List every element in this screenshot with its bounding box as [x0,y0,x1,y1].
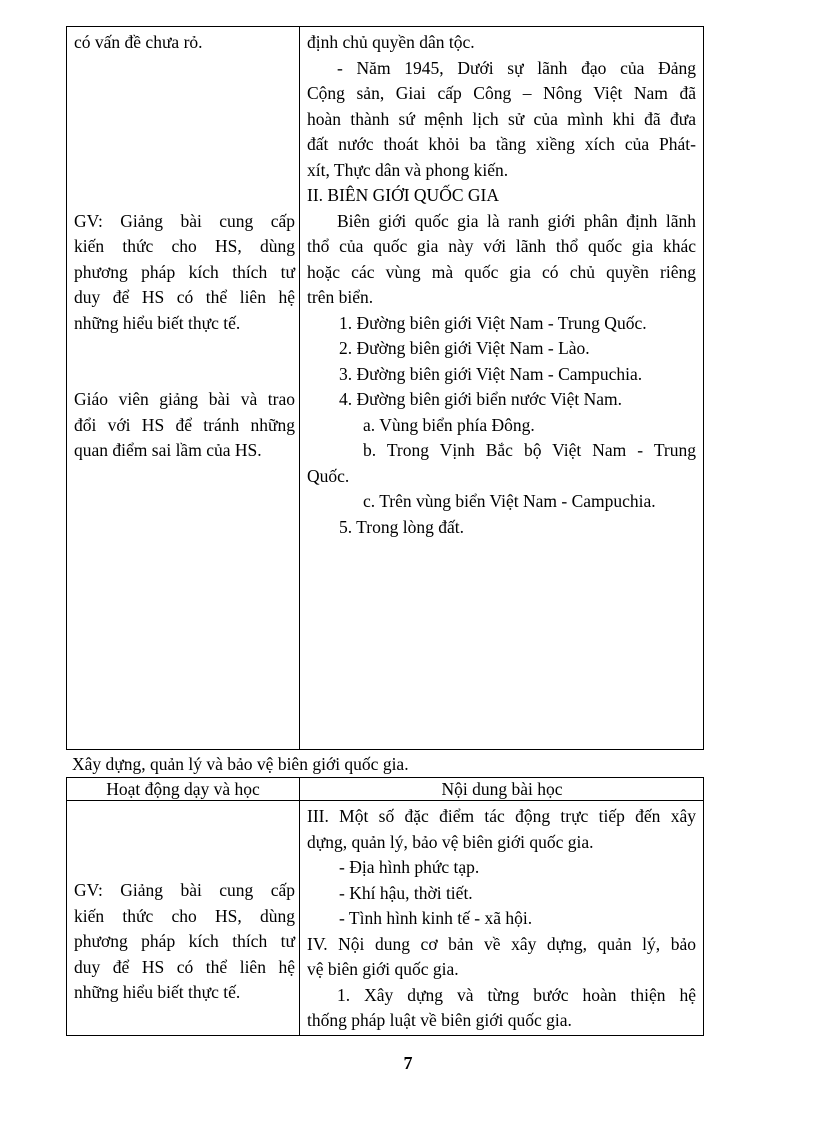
section-3-line: dựng, quản lý, bảo vệ biên giới quốc gia. [307,831,594,852]
sea-sub-item: b. Trong Vịnh Bắc bộ Việt Nam - Trung [363,440,696,460]
teacher-note-line: Giáo viên giảng bài và trao [74,389,295,409]
gv-note-line: kiến thức cho HS, dùng [74,905,295,926]
lesson-table-1 [66,26,704,750]
border-list-item: 5. Trong lòng đất. [339,516,464,537]
gv-note-line: duy để HS có thể liên hệ [74,956,295,977]
table-2-left-column [74,878,295,1006]
header-activities: Hoạt động dạy và học [106,779,260,799]
table-1-right-column [307,30,696,540]
definition-line: hoặc các vùng mà quốc gia có chủ quyền riêng [307,261,696,282]
gv-note-line: GV: Giảng bài cung cấp [74,880,295,900]
border-list-item: 4. Đường biên giới biển nước Việt Nam. [339,389,623,409]
definition-line: trên biển. [307,287,374,307]
border-list-item: 3. Đường biên giới Việt Nam - Campuchia. [339,363,643,384]
lesson-table-2 [66,777,704,1036]
teacher-note-line: đổi với HS để tránh những [74,414,295,435]
gv-note-line: những hiểu biết thực tế. [74,312,241,333]
table-1-left-column [74,30,295,464]
table-caption: Xây dựng, quản lý và bảo vệ biên giới quốc gia. [72,754,409,774]
page-number: 7 [403,1053,413,1073]
sea-sub-item: c. Trên vùng biển Việt Nam - Campuchia. [363,491,656,511]
content-line: định chủ quyền dân tộc. [307,32,475,52]
left-top-text: có vấn đề chưa rỏ. [74,32,203,52]
table-2-header-divider [67,800,703,801]
border-list-item: 2. Đường biên giới Việt Nam - Lào. [339,338,590,358]
feature-bullet: - Khí hậu, thời tiết. [339,882,473,903]
gv-note-line: phương pháp kích thích tư [74,931,295,951]
border-list-item: 1. Đường biên giới Việt Nam - Trung Quốc. [339,312,647,333]
content-item-line: thống pháp luật về biên giới quốc gia. [307,1010,572,1030]
teacher-note-line: quan điểm sai lầm của HS. [74,440,262,460]
gv-note-line: kiến thức cho HS, dùng [74,236,295,256]
paragraph-1945-line: hoàn thành sứ mệnh lịch sử của mình khi đã đưa [307,108,696,129]
gv-note-line: những hiểu biết thực tế. [74,982,241,1002]
paragraph-1945-line: - Năm 1945, Dưới sự lãnh đạo của Đảng [337,57,696,78]
gv-note-line: GV: Giảng bài cung cấp [74,210,295,231]
feature-bullet: - Địa hình phức tạp. [339,857,480,877]
definition-line: Biên giới quốc gia là ranh giới phân định lãnh [337,210,696,231]
content-item-line: 1. Xây dựng và từng bước hoàn thiện hệ [337,984,696,1005]
paragraph-1945-line: đất nước thoát khỏi ba tầng xiềng xích của Phát- [307,134,696,154]
paragraph-1945-line: Cộng sản, Giai cấp Công – Nông Việt Nam đã [307,83,696,103]
table-2-right-column [307,804,696,1034]
gv-note-line: duy để HS có thể liên hệ [74,287,295,307]
sea-sub-item: a. Vùng biển phía Đông. [363,414,535,435]
table-1-column-divider [299,27,300,749]
table-2-column-divider [299,778,300,1035]
sea-sub-item: Quốc. [307,465,350,486]
section-4-line: vệ biên giới quốc gia. [307,959,459,979]
section-4-line: IV. Nội dung cơ bản về xây dựng, quản lý, bảo [307,933,696,954]
gv-note-line: phương pháp kích thích tư [74,261,295,282]
definition-line: thổ của quốc gia này với lãnh thổ quốc gia khác [307,236,696,256]
paragraph-1945-line: xít, Thực dân và phong kiến. [307,159,509,180]
feature-bullet: - Tình hình kinh tế - xã hội. [339,908,533,928]
section-heading-border: II. BIÊN GIỚI QUỐC GIA [307,185,499,205]
section-3-line: III. Một số đặc điểm tác động trực tiếp đến xây [307,806,696,826]
header-lesson-content: Nội dung bài học [441,779,563,799]
